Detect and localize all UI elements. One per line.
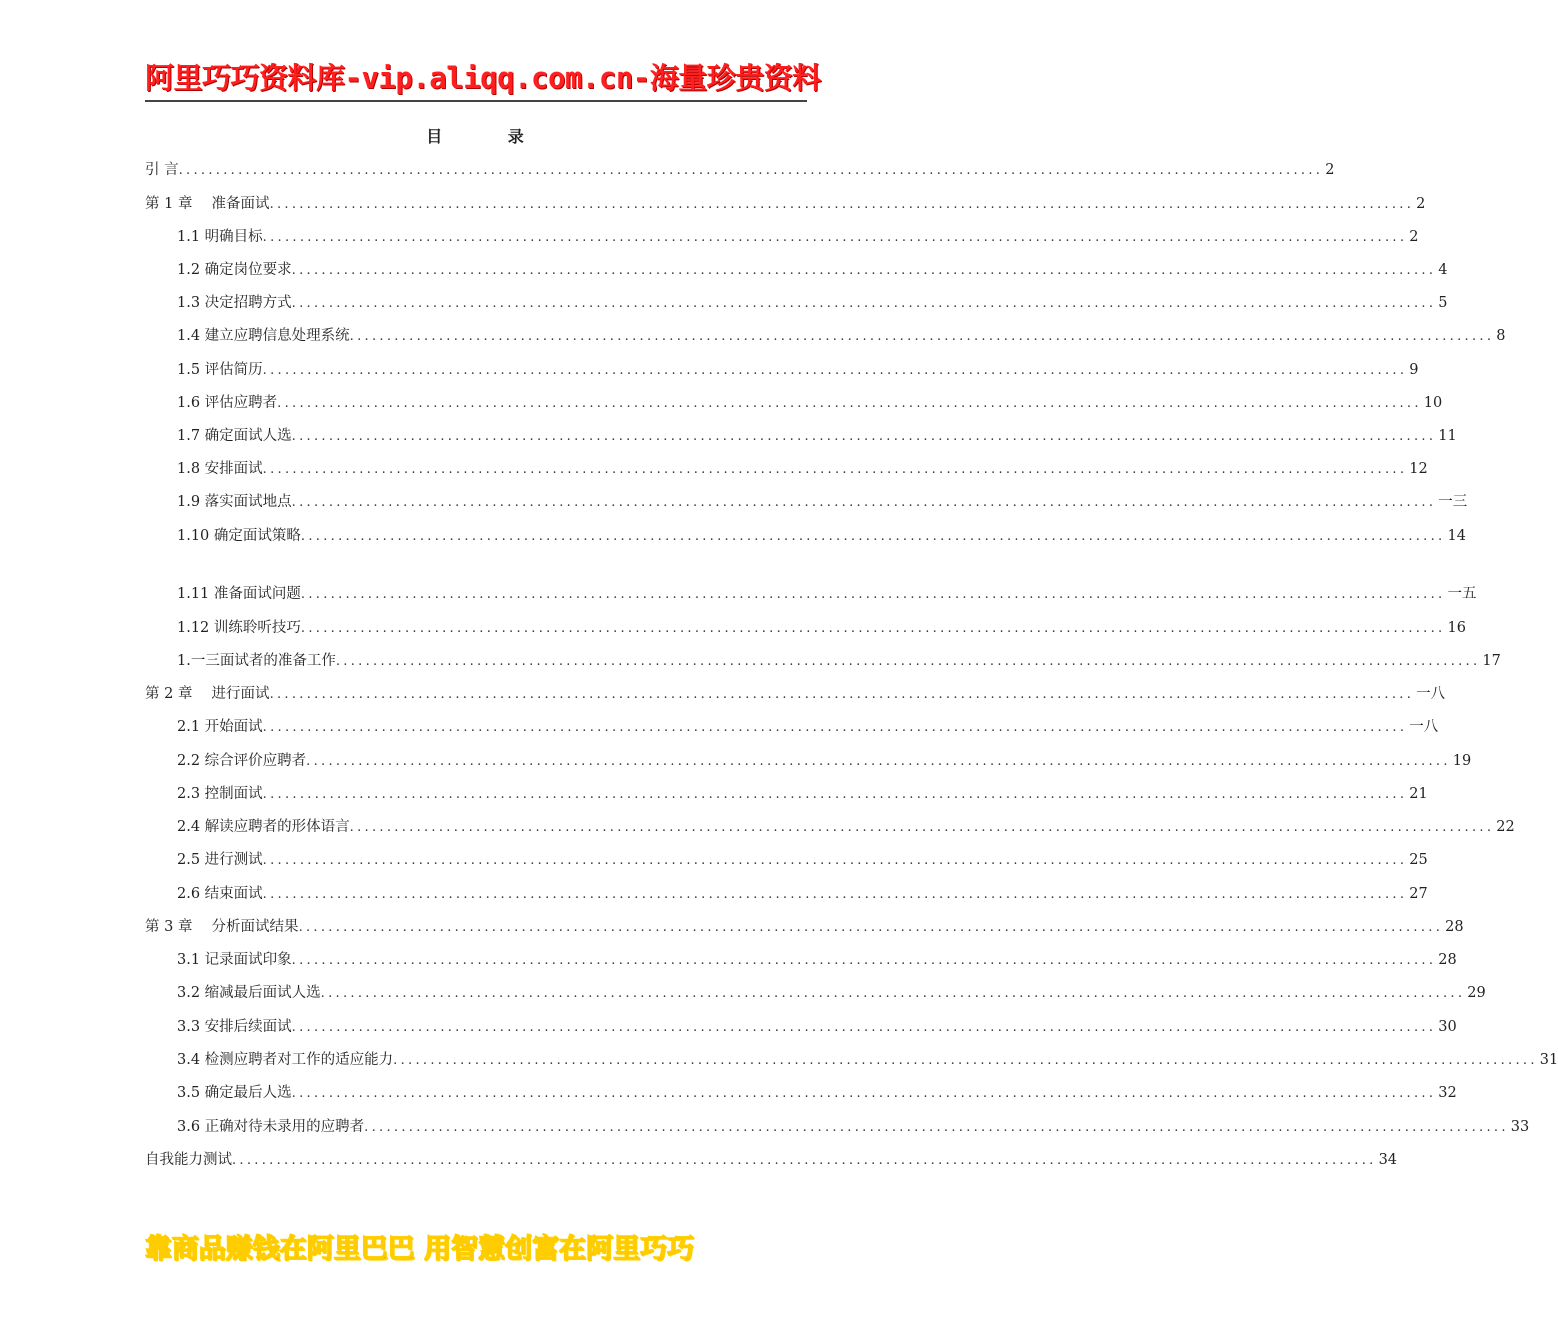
- toc-dot-leader: ..........................................................................................................................................................: [291, 296, 1437, 311]
- toc-dot-leader: ..........................................................................................................................................................: [306, 754, 1451, 769]
- toc-entry-page: 22: [1496, 819, 1515, 835]
- toc-entry-label: 1.12 训练聆听技巧: [177, 620, 301, 636]
- toc-entry[interactable]: [177, 1049, 1558, 1071]
- toc-entry[interactable]: [177, 949, 1457, 971]
- toc-dot-leader: ..........................................................................................................................................................: [178, 163, 1324, 178]
- toc-entry-label: 1.6 评估应聘者: [177, 395, 278, 411]
- toc-dot-leader: ..........................................................................................................................................................: [291, 263, 1437, 278]
- toc-entry-label: 1.一三面试者的准备工作: [177, 653, 336, 669]
- toc-entry-page: 一三: [1438, 494, 1468, 510]
- toc-entry-page: 29: [1467, 985, 1486, 1001]
- toc-dot-leader: ..........................................................................................................................................................: [269, 687, 1415, 702]
- toc-entry-page: 一八: [1409, 719, 1439, 735]
- toc-entry-label: 3.5 确定最后人选: [177, 1085, 292, 1101]
- toc-entry[interactable]: [145, 193, 1426, 215]
- footer-banner: [145, 1232, 807, 1272]
- toc-entry[interactable]: [177, 292, 1448, 314]
- toc-entry[interactable]: [177, 359, 1419, 381]
- header-banner-text: 阿里巧巧资料库-vip.aliqq.com.cn-海量珍贵资料: [145, 61, 821, 95]
- toc-entry[interactable]: [177, 392, 1443, 414]
- toc-dot-leader: ..........................................................................................................................................................: [298, 920, 1444, 935]
- toc-entry-label: 3.1 记录面试印象: [177, 952, 292, 968]
- toc-entry[interactable]: [177, 816, 1515, 838]
- toc-entry-label: 2.1 开始面试: [177, 719, 263, 735]
- toc-entry[interactable]: [177, 458, 1428, 480]
- toc-entry-page: 10: [1423, 395, 1443, 411]
- toc-entry-page: 9: [1409, 362, 1419, 378]
- toc-entry-label: 1.5 评估简历: [177, 362, 263, 378]
- toc-entry-page: 一八: [1416, 686, 1446, 702]
- toc-entry-label: 2.3 控制面试: [177, 786, 263, 802]
- toc-entry-label: 自我能力测试: [145, 1152, 232, 1168]
- toc-entry-label: 1.11 准备面试问题: [177, 586, 301, 602]
- toc-dot-leader: ..........................................................................................................................................................: [262, 363, 1408, 378]
- toc-entry-label: 2.4 解读应聘者的形体语言: [177, 819, 350, 835]
- toc-entry-page: 27: [1409, 886, 1428, 902]
- toc-entry[interactable]: [145, 159, 1335, 181]
- toc-dot-leader: ..........................................................................................................................................................: [349, 329, 1495, 344]
- toc-entry[interactable]: [177, 1016, 1457, 1038]
- toc-entry-label: 2.6 结束面试: [177, 886, 263, 902]
- toc-dot-leader: ..........................................................................................................................................................: [300, 621, 1446, 636]
- toc-entry[interactable]: [177, 259, 1448, 281]
- toc-entry[interactable]: [145, 1149, 1398, 1171]
- toc-dot-leader: ..........................................................................................................................................................: [300, 529, 1446, 544]
- toc-entry-page: 30: [1438, 1019, 1457, 1035]
- toc-entry-page: 一五: [1447, 586, 1477, 602]
- toc-entry-label: 第 3 章 分析面试结果: [145, 919, 299, 935]
- toc-entry-label: 1.4 建立应聘信息处理系统: [177, 328, 350, 344]
- toc-dot-leader: ..........................................................................................................................................................: [393, 1053, 1538, 1068]
- toc-entry-label: 引 言: [145, 162, 179, 178]
- toc-dot-leader: ..........................................................................................................................................................: [364, 1120, 1509, 1135]
- toc-entry-page: 28: [1438, 952, 1457, 968]
- toc-dot-leader: ..........................................................................................................................................................: [291, 429, 1437, 444]
- toc-entry-page: 2: [1416, 196, 1426, 212]
- toc-dot-leader: ..........................................................................................................................................................: [262, 787, 1408, 802]
- toc-entry-label: 1.1 明确目标: [177, 229, 263, 245]
- toc-entry-page: 12: [1409, 461, 1428, 477]
- toc-dot-leader: ..........................................................................................................................................................: [291, 953, 1437, 968]
- toc-dot-leader: ..........................................................................................................................................................: [262, 853, 1408, 868]
- toc-entry-label: 1.10 确定面试策略: [177, 528, 301, 544]
- toc-entry[interactable]: [177, 982, 1486, 1004]
- toc-entry[interactable]: [177, 883, 1428, 905]
- toc-dot-leader: ..........................................................................................................................................................: [320, 986, 1466, 1001]
- toc-entry-page: 5: [1438, 295, 1448, 311]
- toc-entry[interactable]: [177, 716, 1439, 738]
- toc-entry-page: 14: [1447, 528, 1466, 544]
- toc-entry-page: 17: [1482, 653, 1501, 669]
- toc-entry-label: 2.2 综合评价应聘者: [177, 753, 307, 769]
- toc-entry-page: 19: [1452, 753, 1472, 769]
- toc-entry[interactable]: [177, 583, 1477, 605]
- toc-title: 目 录: [426, 127, 554, 146]
- toc-entry[interactable]: [177, 849, 1428, 871]
- toc-entry-page: 31: [1539, 1052, 1558, 1068]
- toc-dot-leader: ..........................................................................................................................................................: [232, 1153, 1377, 1168]
- toc-entry-label: 3.3 安排后续面试: [177, 1019, 292, 1035]
- toc-entry-page: 28: [1445, 919, 1464, 935]
- toc-entry-label: 3.4 检测应聘者对工作的适应能力: [177, 1052, 394, 1068]
- toc-dot-leader: ..........................................................................................................................................................: [335, 654, 1481, 669]
- toc-entry-page: 25: [1409, 852, 1428, 868]
- toc-entry-label: 1.9 落实面试地点: [177, 494, 292, 510]
- toc-entry-label: 1.2 确定岗位要求: [177, 262, 292, 278]
- toc-dot-leader: ..........................................................................................................................................................: [300, 587, 1446, 602]
- toc-dot-leader: ..........................................................................................................................................................: [291, 1020, 1437, 1035]
- toc-dot-leader: ..........................................................................................................................................................: [262, 462, 1408, 477]
- toc-entry-label: 2.5 进行测试: [177, 852, 263, 868]
- toc-entry[interactable]: [177, 226, 1419, 248]
- toc-entry-label: 1.3 决定招聘方式: [177, 295, 292, 311]
- toc-dot-leader: ..........................................................................................................................................................: [262, 230, 1408, 245]
- toc-entry[interactable]: [145, 916, 1464, 938]
- toc-entry-page: 8: [1496, 328, 1506, 344]
- toc-entry-label: 3.6 正确对待未录用的应聘者: [177, 1119, 365, 1135]
- toc-entry-page: 11: [1438, 428, 1457, 444]
- toc-entry-label: 3.2 缩减最后面试人选: [177, 985, 321, 1001]
- toc-entry-page: 34: [1378, 1152, 1398, 1168]
- toc-entry-page: 32: [1438, 1085, 1457, 1101]
- toc-entry[interactable]: [177, 1116, 1530, 1138]
- toc-entry[interactable]: [177, 750, 1472, 772]
- toc-entry[interactable]: [177, 783, 1428, 805]
- toc-entry[interactable]: [145, 683, 1446, 705]
- toc-entry[interactable]: [177, 1082, 1457, 1104]
- toc-dot-leader: ..........................................................................................................................................................: [262, 887, 1408, 902]
- toc-entry-page: 2: [1325, 162, 1335, 178]
- toc-entry-label: 1.7 确定面试人选: [177, 428, 292, 444]
- toc-entry[interactable]: [177, 650, 1501, 672]
- toc-entry-label: 1.8 安排面试: [177, 461, 263, 477]
- toc-dot-leader: ..........................................................................................................................................................: [291, 1086, 1437, 1101]
- toc-entry-page: 33: [1510, 1119, 1530, 1135]
- toc-entry-page: 4: [1438, 262, 1448, 278]
- toc-entry-page: 2: [1409, 229, 1419, 245]
- toc-entry[interactable]: [177, 525, 1466, 547]
- toc-dot-leader: ..........................................................................................................................................................: [269, 197, 1415, 212]
- toc-entry[interactable]: [177, 491, 1468, 513]
- toc-dot-leader: ..........................................................................................................................................................: [277, 396, 1422, 411]
- toc-entry[interactable]: [177, 617, 1466, 639]
- footer-banner-text: 靠商品赚钱在阿里巴巴 用智慧创富在阿里巧巧: [145, 1234, 695, 1265]
- toc-entry[interactable]: [177, 325, 1506, 347]
- toc-dot-leader: ..........................................................................................................................................................: [349, 820, 1495, 835]
- toc-entry-label: 第 1 章 准备面试: [145, 196, 270, 212]
- toc-entry-page: 21: [1409, 786, 1428, 802]
- toc-entry[interactable]: [177, 425, 1457, 447]
- toc-dot-leader: ..........................................................................................................................................................: [291, 495, 1437, 510]
- toc-entry-page: 16: [1447, 620, 1466, 636]
- toc-entry-label: 第 2 章 进行面试: [145, 686, 270, 702]
- toc-dot-leader: ..........................................................................................................................................................: [262, 720, 1408, 735]
